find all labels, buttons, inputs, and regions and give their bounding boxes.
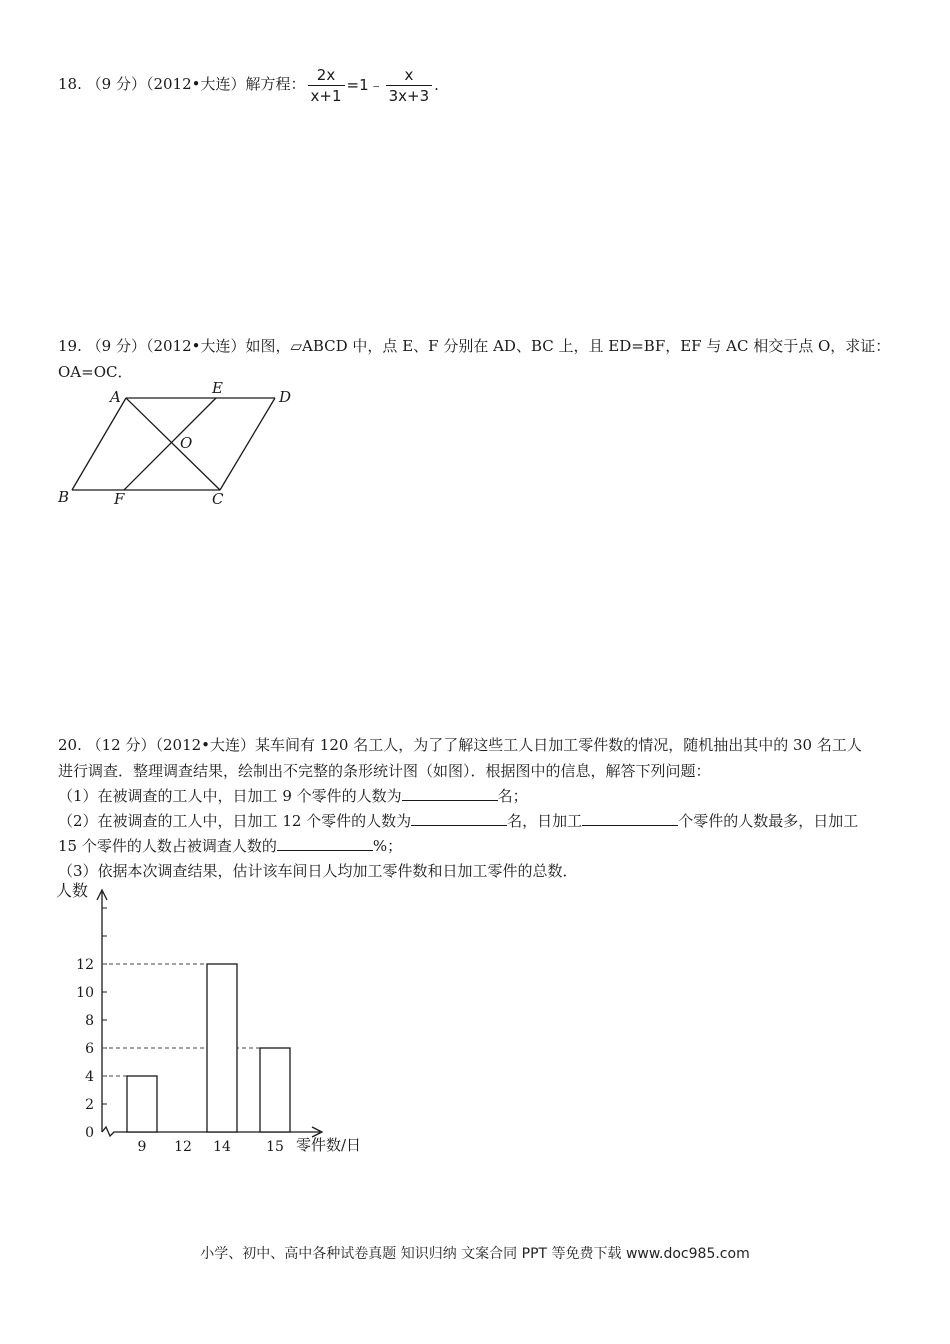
answer-blank-12-count[interactable]: [411, 810, 507, 826]
label-O: O: [180, 434, 193, 452]
question-20-line1: [58, 734, 862, 755]
q20-part2-mid: 名，日加工: [507, 812, 583, 830]
q20-part2-line2: 15 个零件的人数占被调查人数的: [58, 837, 277, 855]
question-19-line1: [58, 335, 890, 356]
question-18: [58, 60, 439, 108]
y-tick-label: 6: [85, 1041, 94, 1057]
question-20-part1: [58, 785, 528, 806]
label-B: B: [58, 488, 70, 506]
q20-source: （2012•大连）: [155, 736, 256, 754]
question-20-part3: （3）依据本次调查结果，估计该车间日人均加工零件数和日加工零件的总数．: [58, 862, 578, 880]
answer-blank-15-percent[interactable]: [277, 835, 373, 851]
q18-number: 18.: [58, 75, 82, 93]
q18-rhs-denominator: 3x+3: [388, 86, 430, 105]
parallelogram-figure: [50, 380, 310, 510]
footer-text: 小学、初中、高中各种试卷真题 知识归纳 文案合同 PPT 等免费下载 www.doc985.com: [200, 1246, 750, 1262]
y-tick-label: 2: [85, 1097, 94, 1113]
segment-EF: [124, 398, 216, 490]
question-20-part2: [58, 810, 858, 831]
question-20-part2-cont: [58, 835, 402, 856]
bar-chart: [50, 878, 390, 1168]
label-E: E: [212, 380, 223, 397]
q18-prompt: 解方程：: [245, 75, 306, 93]
q18-lhs-denominator: x+1: [310, 86, 342, 105]
bar: [207, 964, 237, 1132]
label-D: D: [279, 388, 292, 406]
q20-score: （12 分）: [86, 736, 156, 754]
answer-blank-9-count[interactable]: [402, 785, 498, 801]
x-tick-label: 14: [213, 1139, 231, 1155]
q20-text-line1: 某车间有 120 名工人，为了了解这些工人日加工零件数的情况，随机抽出其中的 30 名工人: [255, 736, 862, 754]
answer-blank-most-common[interactable]: [582, 810, 678, 826]
segment-AB: [72, 398, 126, 490]
q19-source: （2012•大连）: [145, 337, 246, 355]
q18-rhs-fraction: [386, 65, 433, 106]
x-tick-label: 9: [137, 1139, 147, 1155]
q18-rhs-numerator: x: [386, 65, 433, 86]
y-tick-label: 4: [85, 1069, 94, 1085]
label-A: A: [110, 388, 121, 406]
segment-AC: [126, 398, 220, 490]
y-tick-label: 12: [76, 957, 94, 973]
label-F: F: [114, 490, 125, 508]
q20-part2-text: （2）在被调查的工人中，日加工 12 个零件的人数为: [58, 812, 412, 830]
q19-text-line1: 如图，▱ABCD 中，点 E、F 分别在 AD、BC 上，且 ED=BF，EF 与 AC 相交于点 O，求证：: [245, 337, 891, 355]
q20-part1-text: （1）在被调查的工人中，日加工 9 个零件的人数为: [58, 787, 402, 805]
x-axis-label: 零件数/日: [296, 1136, 362, 1154]
q19-number: 19.: [58, 337, 82, 355]
y-axis-label: 人数: [56, 881, 89, 900]
q18-score: （9 分）: [86, 75, 146, 93]
q18-source: （2012•大连）: [145, 75, 246, 93]
y-tick-label: 0: [85, 1125, 94, 1141]
x-tick-label: 15: [266, 1139, 284, 1155]
q19-score: （9 分）: [86, 337, 146, 355]
question-20-line2: 进行调查．整理调查结果，绘制出不完整的条形统计图（如图）．根据图中的信息，解答下列问题：: [58, 762, 711, 780]
q18-equals-one-minus: =1﹣: [346, 76, 384, 94]
bar: [127, 1076, 157, 1132]
label-C: C: [212, 490, 224, 508]
question-19-line2: OA=OC．: [58, 363, 133, 381]
q20-part2-percent: %；: [372, 837, 403, 855]
segment-DC: [220, 398, 275, 490]
q20-part1-end: 名；: [497, 787, 528, 805]
bar: [260, 1048, 290, 1132]
q18-end: .: [434, 76, 439, 94]
q18-lhs-numerator: 2x: [308, 65, 345, 86]
q20-part2-tail: 个零件的人数最多，日加工: [678, 812, 859, 830]
q20-number: 20.: [58, 736, 82, 754]
y-tick-label: 8: [85, 1013, 94, 1029]
q18-lhs-fraction: [308, 65, 345, 106]
y-tick-label: 10: [76, 985, 94, 1001]
x-tick-label: 12: [174, 1139, 192, 1155]
